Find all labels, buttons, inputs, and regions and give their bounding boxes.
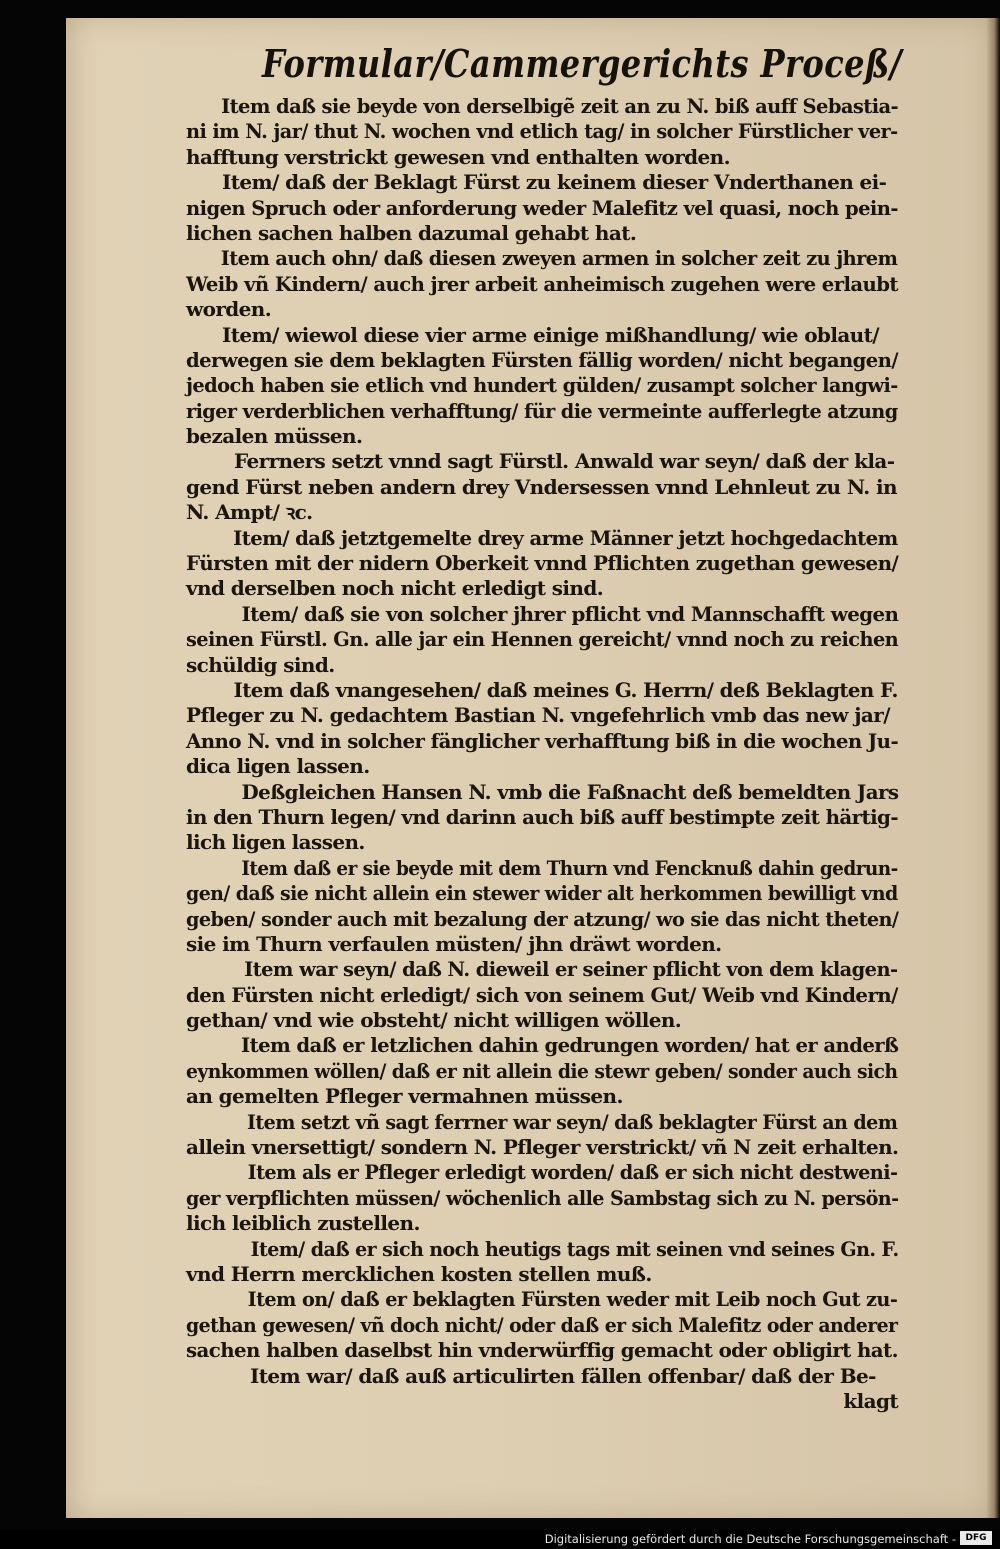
text-line: sie im Thurn verfaulen müsten/ jhn dräwt worden.: [186, 931, 722, 956]
text-line: eynkommen wöllen/ daß er nit allein die stewr geben/ sonder auch sich: [186, 1058, 898, 1083]
text-line: N. Ampt/ ꝛc.: [186, 500, 313, 525]
text-line: Item daß er sie beyde mit dem Thurn vnd Fencknuß dahin gedrun-: [241, 855, 898, 880]
text-line: klagt: [843, 1388, 898, 1413]
text-line: Fürsten mit der nidern Oberkeit vnnd Pflichten zugethan gewesen/: [186, 551, 899, 576]
text-line: Item war seyn/ daß N. dieweil er seiner pflicht von dem klagen-: [244, 957, 898, 982]
text-line: bezalen müssen.: [186, 424, 363, 449]
digitization-credit: Digitalisierung gefördert durch die Deutsche Forschungsgemeinschaft -: [544, 1532, 956, 1546]
text-line: worden.: [186, 297, 272, 322]
text-line: gethan/ vnd wie obsteht/ nicht willigen wöllen.: [186, 1008, 682, 1033]
text-line: seinen Fürstl. Gn. alle jar ein Hennen gereicht/ vnnd noch zu reichen: [186, 627, 899, 652]
text-line: Deßgleichen Hansen N. vmb die Faßnacht deß bemeldten Jars: [241, 779, 899, 804]
text-line: vnd Herrn mercklichen kosten stellen muß.: [186, 1261, 652, 1286]
text-line: Weib vñ Kindern/ auch jrer arbeit anheimisch zugehen were erlaubt: [186, 271, 898, 296]
text-line: riger verderblichen verhafftung/ für die vermeinte aufferlegte atzung: [186, 398, 898, 423]
page-gutter-shadow: [986, 18, 1000, 1518]
text-line: derwegen sie dem beklagten Fürsten fällig worden/ nicht begangen/: [186, 347, 898, 372]
text-line: Item war/ daß auß articulirten fällen offenbar/ daß der Be-: [250, 1363, 876, 1388]
text-line: hafftung verstrickt gewesen vnd enthalten worden.: [186, 144, 730, 169]
text-line: vnd derselben noch nicht erledigt sind.: [186, 576, 604, 601]
text-line: Item setzt vñ sagt ferrner war seyn/ daß beklagter Fürst an dem: [247, 1109, 898, 1134]
text-line: Item als er Pfleger erledigt worden/ daß er sich nicht destweni-: [247, 1160, 898, 1185]
text-line: schüldig sind.: [186, 652, 335, 677]
text-line: ni im N. jar/ thut N. wochen vnd etlich tag/ in solcher Fürstlicher ver-: [186, 119, 898, 144]
dfg-logo: DFG: [960, 1531, 992, 1545]
text-line: lich ligen lassen.: [186, 830, 365, 855]
text-line: Item on/ daß er beklagten Fürsten weder mit Leib noch Gut zu-: [247, 1287, 898, 1312]
text-line: ger verpflichten müssen/ wöchenlich alle Sambstag sich zu N. persön-: [186, 1185, 899, 1210]
text-line: Item auch ohn/ daß diesen zweyen armen in solcher zeit zu jhrem: [220, 246, 898, 271]
text-line: Item/ daß er sich noch heutigs tags mit seinen vnd seines Gn. F.: [250, 1236, 899, 1261]
page-text-block: [186, 94, 898, 1414]
text-line: Item/ daß jetztgemelte drey arme Männer jetzt hochgedachtem: [233, 525, 898, 550]
text-line: Anno N. vnd in solcher fänglicher verhafftung biß in die wochen Ju-: [186, 728, 899, 753]
text-line: den Fürsten nicht erledigt/ sich von seinem Gut/ Weib vnd Kindern/: [186, 982, 898, 1007]
running-head: Formular/Cammergerichts Proceß/: [262, 41, 902, 86]
text-line: Item daß vnangesehen/ daß meines G. Herrn/ deß Beklagten F.: [233, 677, 898, 702]
text-line: Ferrners setzt vnnd sagt Fürstl. Anwald war seyn/ daß der kla-: [234, 449, 895, 474]
text-line: gen/ daß sie nicht allein ein stewer wider alt herkommen bewilligt vnd: [186, 881, 898, 906]
text-line: in den Thurn legen/ vnd darinn auch biß auff bestimpte zeit härtig-: [186, 804, 898, 829]
text-line: gend Fürst neben andern drey Vndersessen vnnd Lehnleut zu N. in: [186, 474, 897, 499]
text-line: Item/ wiewol diese vier arme einige mißhandlung/ wie oblaut/: [222, 322, 879, 347]
text-line: Item daß er letzlichen dahin gedrungen worden/ hat er anderß: [240, 1033, 899, 1058]
text-line: allein vnersettigt/ sondern N. Pfleger verstrickt/ vñ N zeit erhalten.: [186, 1135, 899, 1160]
text-line: geben/ sonder auch mit bezalung der atzung/ wo sie das nicht theten/: [186, 906, 899, 931]
text-line: Item/ daß der Beklagt Fürst zu keinem dieser Vnderthanen ei-: [222, 170, 887, 195]
text-line: Item daß sie beyde von derselbigẽ zeit an zu N. biß auff Sebastia-: [221, 94, 899, 118]
text-line: an gemelten Pfleger vermahnen müssen.: [186, 1084, 623, 1109]
text-line: lichen sachen halben dazumal gehabt hat.: [186, 220, 637, 245]
text-line: dica ligen lassen.: [186, 754, 370, 779]
text-line: lich leiblich zustellen.: [186, 1211, 420, 1236]
text-line: sachen halben daselbst hin vnderwürffig gemacht oder obligirt hat.: [186, 1338, 898, 1363]
text-line: nigen Spruch oder anforderung weder Malefitz vel quasi, noch pein-: [186, 195, 898, 220]
text-line: jedoch haben sie etlich vnd hundert gülden/ zusampt solcher langwi-: [186, 373, 898, 398]
text-line: gethan gewesen/ vñ doch nicht/ oder daß er sich Malefitz oder anderer: [186, 1312, 898, 1337]
text-line: Item/ daß sie von solcher jhrer pflicht vnd Mannschafft wegen: [241, 601, 899, 626]
text-line: Pfleger zu N. gedachtem Bastian N. vngefehrlich vmb das new jar/: [186, 703, 890, 728]
